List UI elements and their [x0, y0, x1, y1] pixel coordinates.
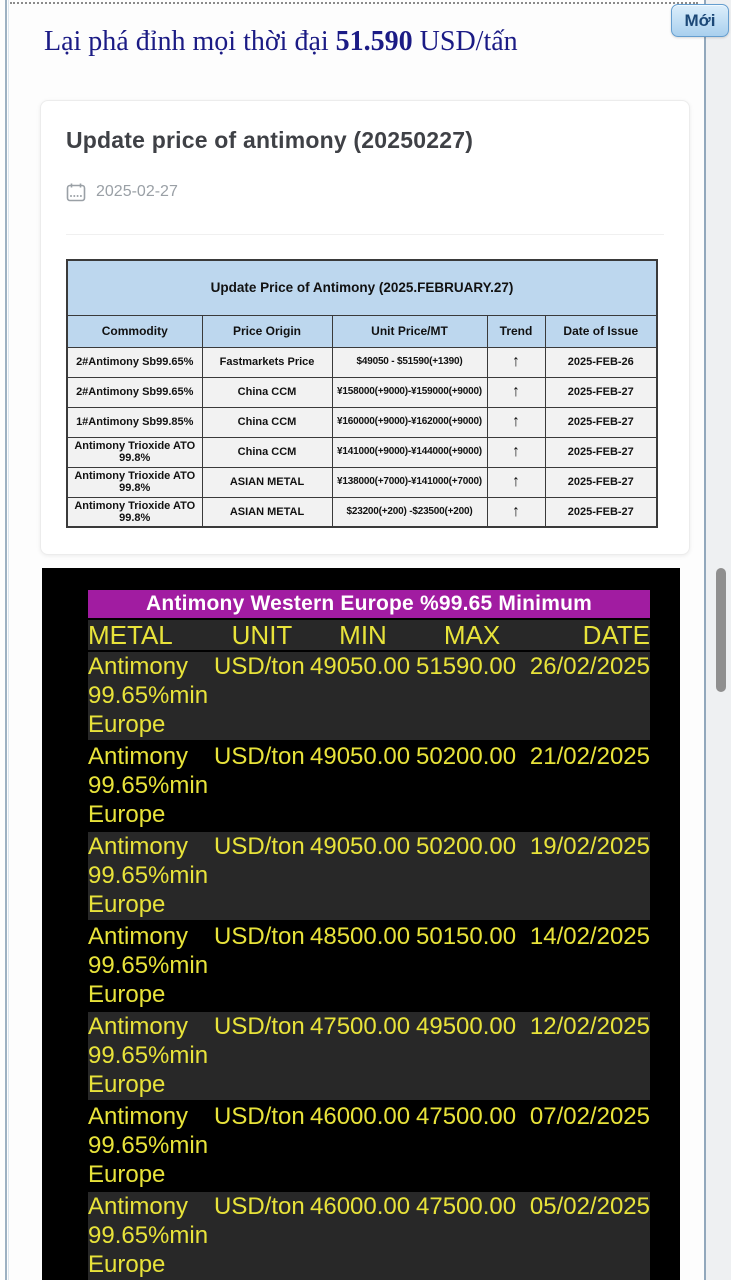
- eu-metal: Antimony: [88, 1103, 189, 1130]
- eu-grade: 99.65%min: [88, 862, 209, 889]
- europe-banner: Antimony Western Europe %99.65 Minimum: [88, 590, 650, 618]
- eu-grade: 99.65%min: [88, 1042, 209, 1069]
- eu-region: Europe: [88, 1161, 166, 1188]
- eu-min: 46000.00: [310, 1193, 411, 1220]
- left-border-line: [5, 0, 7, 1280]
- cell-origin: ASIAN METAL: [202, 467, 332, 497]
- article-title: Update price of antimony (20250227): [66, 127, 474, 153]
- eu-date: 14/02/2025: [529, 923, 650, 950]
- eu-metal: Antimony: [88, 833, 189, 860]
- eu-max: 50200.00: [416, 743, 517, 770]
- table-row: [67, 347, 657, 377]
- europe-price-row: [88, 1192, 650, 1280]
- price-table-title: Update Price of Antimony (2025.FEBRUARY.27): [67, 260, 657, 315]
- right-border-line: [704, 0, 706, 1280]
- article-date-row: [66, 182, 664, 202]
- eu-date: 12/02/2025: [529, 1013, 650, 1040]
- eu-max: 51590.00: [416, 653, 517, 680]
- cell-origin: ASIAN METAL: [202, 497, 332, 527]
- cell-commodity: 2#Antimony Sb99.65%: [67, 347, 202, 377]
- eu-max: 50150.00: [416, 923, 517, 950]
- eu-date: 19/02/2025: [529, 833, 650, 860]
- cell-origin: China CCM: [202, 407, 332, 437]
- cell-price: $49050 - $51590(+1390): [332, 347, 487, 377]
- eu-unit: USD/ton: [214, 833, 305, 860]
- cell-price: ¥158000(+9000)-¥159000(+9000): [332, 377, 487, 407]
- eu-date: 05/02/2025: [529, 1193, 650, 1220]
- europe-price-row: [88, 652, 650, 740]
- table-row: [67, 497, 657, 527]
- europe-price-row: [88, 832, 650, 920]
- cell-date: 2025-FEB-27: [545, 377, 657, 407]
- europe-header-row: [88, 620, 650, 650]
- eu-unit: USD/ton: [214, 923, 305, 950]
- cell-date: 2025-FEB-27: [545, 407, 657, 437]
- cell-commodity: 2#Antimony Sb99.65%: [67, 377, 202, 407]
- eu-region: Europe: [88, 801, 166, 828]
- eu-col-date: DATE: [582, 620, 650, 650]
- eu-grade: 99.65%min: [88, 772, 209, 799]
- eu-metal: Antimony: [88, 1193, 189, 1220]
- thread-title-price: 51.590: [335, 26, 413, 57]
- europe-price-image: [42, 568, 680, 1280]
- trend-up-icon: ↑: [487, 377, 545, 407]
- europe-price-row: [88, 1012, 650, 1100]
- trend-up-icon: ↑: [487, 437, 545, 467]
- cell-price: ¥160000(+9000)-¥162000(+9000): [332, 407, 487, 437]
- cell-origin: China CCM: [202, 437, 332, 467]
- col-header-origin: Price Origin: [202, 315, 332, 347]
- cell-price: $23200(+200) -$23500(+200): [332, 497, 487, 527]
- eu-max: 47500.00: [416, 1193, 517, 1220]
- cell-date: 2025-FEB-26: [545, 347, 657, 377]
- eu-col-max: MAX: [443, 620, 501, 650]
- trend-up-icon: ↑: [487, 347, 545, 377]
- cell-commodity: Antimony Trioxide ATO 99.8%: [67, 467, 202, 497]
- thread-title-prefix: Lại phá đỉnh mọi thời đại: [44, 26, 336, 57]
- eu-min: 48500.00: [310, 923, 411, 950]
- scrollbar-thumb[interactable]: [716, 568, 726, 692]
- article-card: [40, 100, 690, 555]
- eu-date: 21/02/2025: [529, 743, 650, 770]
- cell-date: 2025-FEB-27: [545, 497, 657, 527]
- col-header-commodity: Commodity: [67, 315, 202, 347]
- col-header-price: Unit Price/MT: [332, 315, 487, 347]
- eu-col-metal: METAL: [88, 620, 173, 650]
- eu-grade: 99.65%min: [88, 952, 209, 979]
- eu-date: 07/02/2025: [529, 1103, 650, 1130]
- eu-region: Europe: [88, 711, 166, 738]
- cell-commodity: Antimony Trioxide ATO 99.8%: [67, 497, 202, 527]
- eu-min: 49050.00: [310, 743, 411, 770]
- eu-metal: Antimony: [88, 923, 189, 950]
- price-table-header: [67, 315, 657, 347]
- eu-unit: USD/ton: [214, 743, 305, 770]
- eu-region: Europe: [88, 981, 166, 1008]
- trend-up-icon: ↑: [487, 497, 545, 527]
- table-row: [67, 407, 657, 437]
- eu-min: 49050.00: [310, 833, 411, 860]
- europe-price-row: [88, 742, 650, 830]
- trend-up-icon: ↑: [487, 407, 545, 437]
- eu-min: 46000.00: [310, 1103, 411, 1130]
- eu-date: 26/02/2025: [529, 653, 650, 680]
- eu-col-unit: UNIT: [231, 620, 293, 650]
- cell-price: ¥141000(+9000)-¥144000(+9000): [332, 437, 487, 467]
- cell-commodity: Antimony Trioxide ATO 99.8%: [67, 437, 202, 467]
- eu-max: 49500.00: [416, 1013, 517, 1040]
- col-header-date: Date of Issue: [545, 315, 657, 347]
- thread-title-suffix: USD/tấn: [412, 26, 518, 57]
- eu-unit: USD/ton: [214, 653, 305, 680]
- eu-grade: 99.65%min: [88, 682, 209, 709]
- cell-origin: Fastmarkets Price: [202, 347, 332, 377]
- antimony-price-table: [66, 259, 658, 528]
- cell-date: 2025-FEB-27: [545, 437, 657, 467]
- cell-origin: China CCM: [202, 377, 332, 407]
- trend-up-icon: ↑: [487, 467, 545, 497]
- table-row: [67, 467, 657, 497]
- eu-unit: USD/ton: [214, 1013, 305, 1040]
- eu-metal: Antimony: [88, 653, 189, 680]
- eu-metal: Antimony: [88, 743, 189, 770]
- cell-date: 2025-FEB-27: [545, 467, 657, 497]
- calendar-icon: [66, 182, 86, 202]
- eu-unit: USD/ton: [214, 1193, 305, 1220]
- thread-title[interactable]: [44, 26, 664, 58]
- eu-metal: Antimony: [88, 1013, 189, 1040]
- eu-grade: 99.65%min: [88, 1222, 209, 1249]
- europe-price-row: [88, 922, 650, 1010]
- cell-commodity: 1#Antimony Sb99.85%: [67, 407, 202, 437]
- table-row: [67, 437, 657, 467]
- eu-col-min: MIN: [339, 620, 387, 650]
- eu-grade: 99.65%min: [88, 1132, 209, 1159]
- article-date: 2025-02-27: [96, 183, 178, 200]
- eu-unit: USD/ton: [214, 1103, 305, 1130]
- table-row: [67, 377, 657, 407]
- eu-region: Europe: [88, 1251, 166, 1278]
- europe-price-row: [88, 1102, 650, 1190]
- top-dotted-divider: [10, 2, 698, 4]
- eu-region: Europe: [88, 891, 166, 918]
- eu-min: 49050.00: [310, 653, 411, 680]
- eu-min: 47500.00: [310, 1013, 411, 1040]
- eu-max: 50200.00: [416, 833, 517, 860]
- eu-max: 47500.00: [416, 1103, 517, 1130]
- cell-price: ¥138000(+7000)-¥141000(+7000): [332, 467, 487, 497]
- col-header-trend: Trend: [487, 315, 545, 347]
- eu-region: Europe: [88, 1071, 166, 1098]
- card-divider: [66, 234, 664, 235]
- left-border-line-light: [8, 0, 9, 1280]
- new-badge-button[interactable]: Mới: [671, 4, 729, 37]
